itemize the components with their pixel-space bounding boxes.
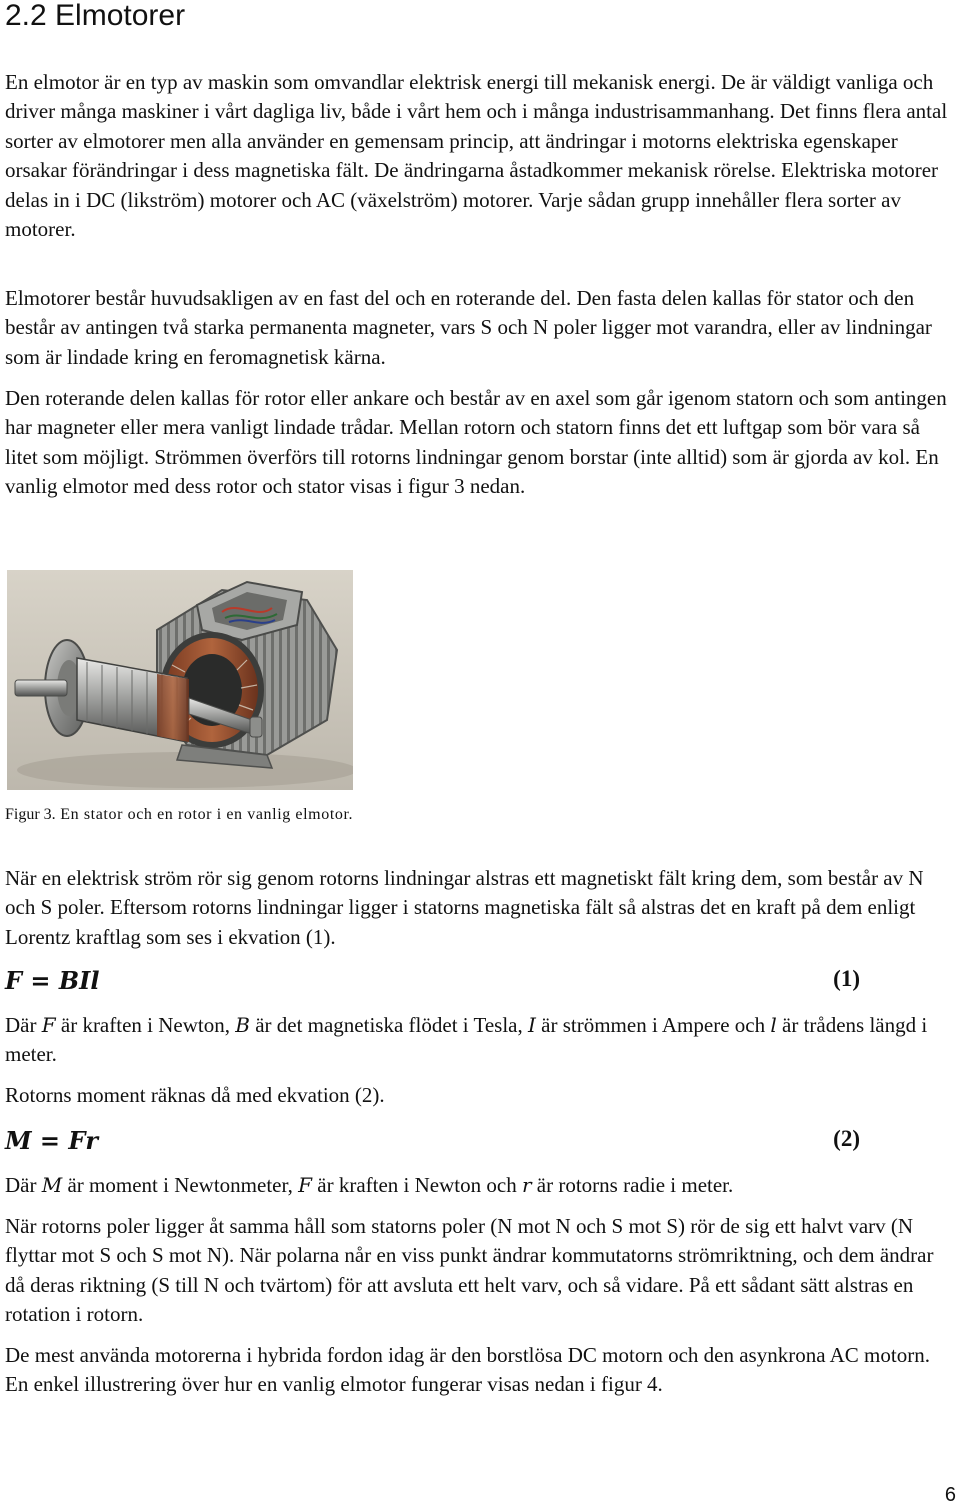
equation-2 bbox=[5, 1126, 860, 1156]
text-run: Där bbox=[5, 1173, 42, 1197]
symbol-F: 𝐹 bbox=[41, 1013, 56, 1037]
equation-2-explanation bbox=[5, 1171, 953, 1200]
page-number: 6 bbox=[944, 1484, 956, 1506]
paragraph-moment-intro: Rotorns moment räknas då med ekvation (2). bbox=[5, 1083, 385, 1107]
symbol-B: 𝐵 bbox=[235, 1013, 250, 1037]
figure-caption bbox=[5, 804, 353, 826]
text-run: är trådens längd i meter. bbox=[5, 1013, 928, 1067]
text-run: är kraften i Newton, bbox=[55, 1013, 236, 1037]
paragraph-rotor: Den roterande delen kallas för rotor eller ankare och består av en axel som går igenom statorn och som antingen har magneter eller mera vanligt lindade trådar. Mellan rotorn och statorn finns det ett luftgap som bör vara så litet som möjligt. Strömmen överförs till rotorns lindningar genom borstar (inte alltid) som är gjorda av kol. En vanlig elmotor med dess rotor och stator visas i figur 3 nedan. bbox=[5, 386, 947, 499]
figure-motor-photo bbox=[7, 570, 353, 790]
figure-caption-label: Figur 3. bbox=[5, 806, 56, 823]
symbol-l: 𝑙 bbox=[770, 1013, 777, 1037]
text-run: Där bbox=[5, 1013, 42, 1037]
paragraph-hybrid-motors: De mest använda motorerna i hybrida fordon idag är den borstlösa DC motorn och den asynkrona AC motorn. En enkel illustrering över hur en vanlig elmotor fungerar visas nedan i figur 4. bbox=[5, 1343, 930, 1397]
paragraph-lorentz: När en elektrisk ström rör sig genom rotorns lindningar alstras ett magnetiskt fält kring dem, som består av N och S poler. Eftersom rotorns lindningar ligger i statorns magnetiska fält så alstras det en kraft på dem enligt Lorentz kraftlag som ses i ekvation (1). bbox=[5, 866, 924, 949]
symbol-I: 𝐼 bbox=[528, 1013, 536, 1037]
equation-2-formula: 𝑴 = 𝑭𝒓 bbox=[5, 1126, 99, 1155]
paragraph-stator: Elmotorer består huvudsakligen av en fast del och en roterande del. Den fasta delen kallas för stator och den består av antingen två starka permanenta magneter, vars S och N poler ligger mot varandra, eller av lindningar som är lindade kring en feromagnetisk kärna. bbox=[5, 286, 932, 369]
equation-1-formula: 𝑭 = 𝑩𝑰𝒍 bbox=[5, 966, 100, 995]
equation-1-number: (1) bbox=[833, 966, 860, 991]
paragraph-intro: En elmotor är en typ av maskin som omvandlar elektrisk energi till mekanisk energi. De är väldigt vanliga och driver många maskiner i vårt dagliga liv, både i vårt hem och i många industrisammanhang. Det finns flera antal sorter av elmotorer men alla använder en gemensam princip, att ändringar i motorns elektriska egenskaper orsakar förändringar i dess magnetiska fält. De ändringarna åstadkommer mekanisk rörelse. Elektriska motorer delas in i DC (likström) motorer och AC (växelström) motorer. Varje sådan grupp innehåller flera sorter av motorer. bbox=[5, 70, 948, 242]
symbol-r: 𝑟 bbox=[521, 1173, 532, 1197]
text-run: är det magnetiska flödet i Tesla, bbox=[249, 1013, 528, 1037]
motor-photo-illustration bbox=[7, 570, 353, 790]
section-heading: 2.2 Elmotorer bbox=[5, 0, 186, 32]
symbol-F: 𝐹 bbox=[298, 1173, 313, 1197]
equation-1-explanation bbox=[5, 1011, 953, 1070]
text-run: är strömmen i Ampere och bbox=[535, 1013, 771, 1037]
figure-caption-text: En stator och en rotor i en vanlig elmotor. bbox=[55, 806, 354, 823]
equation-1 bbox=[5, 966, 860, 996]
text-run: är moment i Newtonmeter, bbox=[62, 1173, 299, 1197]
equation-2-number: (2) bbox=[833, 1126, 860, 1151]
text-run: är rotorns radie i meter. bbox=[531, 1173, 734, 1197]
paragraph-commutation: När rotorns poler ligger åt samma håll som statorns poler (N mot N och S mot S) rör de sig ett halvt varv (N flyttar mot S och S mot N). När polarna når en viss punkt ändrar kommutatorns strömriktning, och dem ändrar då deras riktning (S till N och tvärtom) för att avsluta ett helt varv, och så vidare. På ett sådant sätt alstras en rotation i rotorn. bbox=[5, 1214, 934, 1327]
symbol-M: 𝑀 bbox=[41, 1173, 63, 1197]
text-run: är kraften i Newton och bbox=[312, 1173, 522, 1197]
